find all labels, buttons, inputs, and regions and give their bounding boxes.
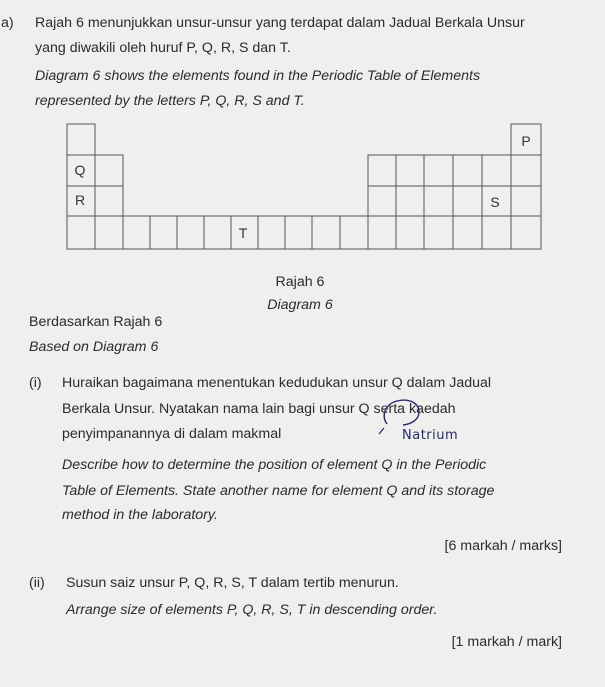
based-on-english: Based on Diagram 6 (29, 339, 159, 355)
part-i-english-line-1: Describe how to determine the position of element Q in the Periodic (62, 457, 487, 473)
letter-t: T (238, 225, 248, 241)
letter-s: S (490, 194, 500, 210)
part-i-label: (i) (29, 375, 42, 391)
part-i-english-line-3: method in the laboratory. (62, 507, 218, 523)
cell-row1-group1 (67, 124, 95, 155)
letter-q: Q (74, 162, 86, 178)
part-i-malay-line-1: Huraikan bagaimana menentukan kedudukan unsur Q dalam Jadual (62, 375, 492, 391)
letter-p: P (521, 133, 531, 149)
question-english-line-1: Diagram 6 shows the elements found in the Periodic Table of Elements (35, 68, 481, 84)
part-i-marks: [6 markah / marks] (444, 538, 562, 554)
part-ii-label: (ii) (29, 575, 45, 591)
letter-r: R (74, 192, 86, 208)
cell-row4-group2 (95, 216, 123, 249)
question-label: a) (1, 15, 14, 31)
question-english-line-2: represented by the letters P, Q, R, S and T. (35, 93, 305, 109)
cell-row4-group1 (67, 216, 95, 249)
based-on-malay: Berdasarkan Rajah 6 (29, 314, 163, 330)
periodic-table-diagram (0, 110, 605, 375)
question-malay-line-1: Rajah 6 menunjukkan unsur-unsur yang terdapat dalam Jadual Berkala Unsur (35, 15, 525, 31)
part-ii-malay: Susun saiz unsur P, Q, R, S, T dalam tertib menurun. (66, 575, 399, 591)
part-i-malay-line-3: penyimpanannya di dalam makmal (62, 426, 282, 442)
diagram-caption-malay: Rajah 6 (275, 274, 325, 290)
handwritten-answer: Natrium (402, 428, 459, 443)
question-malay-line-2: yang diwakili oleh huruf P, Q, R, S dan T. (35, 40, 291, 56)
part-ii-marks: [1 markah / mark] (451, 634, 562, 650)
part-i-english-line-2: Table of Elements. State another name for element Q and its storage (62, 483, 495, 499)
part-ii-english: Arrange size of elements P, Q, R, S, T in descending order. (66, 602, 438, 618)
cell-row2-group2 (95, 155, 123, 186)
diagram-caption-english: Diagram 6 (267, 297, 333, 313)
part-i-malay-line-2: Berkala Unsur. Nyatakan nama lain bagi unsur Q serta kaedah (62, 401, 456, 417)
cell-row3-group2 (95, 186, 123, 216)
